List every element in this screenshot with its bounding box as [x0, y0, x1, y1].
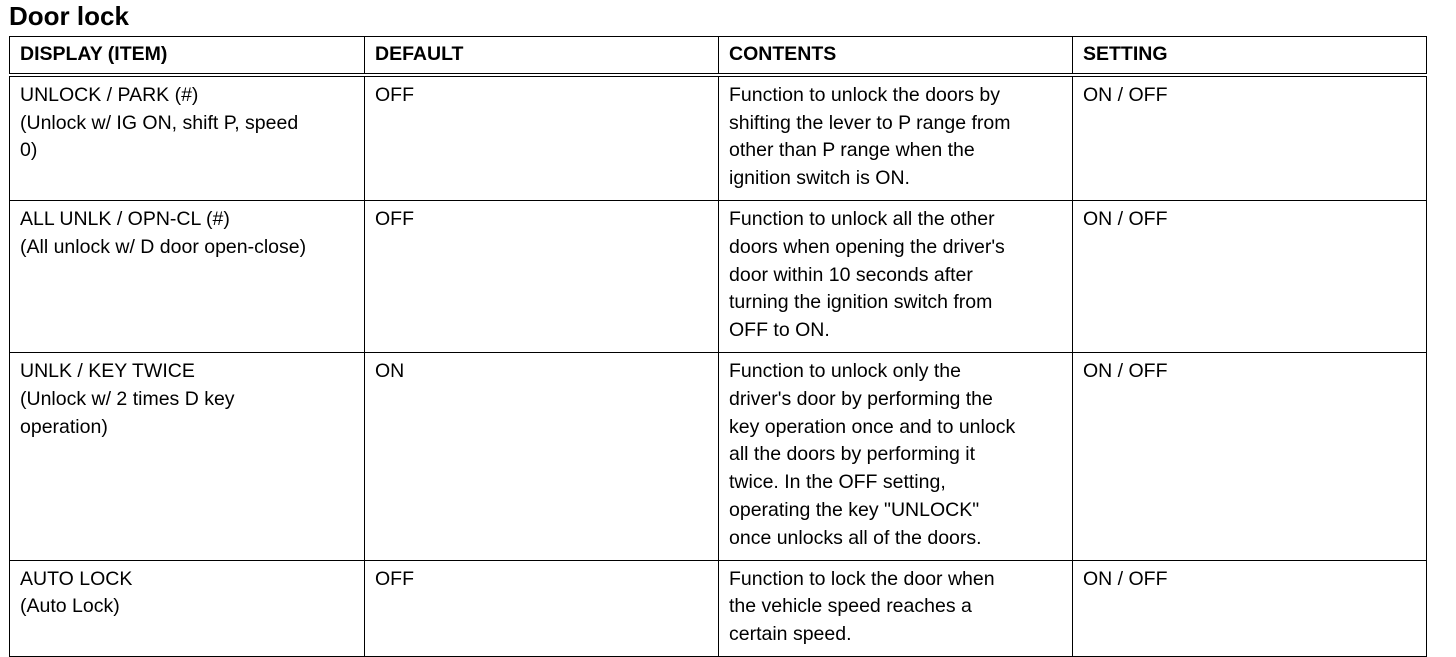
contents-cell: [719, 560, 1073, 656]
display-item-cell: [10, 200, 365, 352]
display-item-line: (All unlock w/ D door open-close): [20, 235, 307, 258]
contents-line: operating the key "UNLOCK": [729, 498, 980, 521]
display-item-line: ALL UNLK / OPN-CL (#): [20, 207, 230, 230]
contents-line: twice. In the OFF setting,: [729, 471, 946, 494]
display-item-line: 0): [20, 139, 38, 162]
contents-line: turning the ignition switch from: [729, 291, 993, 314]
display-item-cell: [10, 560, 365, 656]
column-header-display: DISPLAY (ITEM): [10, 37, 365, 75]
setting-cell: ON / OFF: [1073, 200, 1427, 352]
contents-cell: [719, 352, 1073, 560]
setting-cell: ON / OFF: [1073, 560, 1427, 656]
table-row: [10, 75, 1427, 201]
table-header-row: [10, 37, 1427, 75]
default-cell: OFF: [365, 75, 719, 201]
contents-line: Function to unlock the doors by: [729, 83, 1000, 106]
table-row: [10, 200, 1427, 352]
column-header-contents: CONTENTS: [719, 37, 1073, 75]
contents-line: door within 10 seconds after: [729, 263, 973, 286]
display-item-line: (Auto Lock): [20, 595, 120, 618]
default-cell: OFF: [365, 560, 719, 656]
table-row: [10, 352, 1427, 560]
contents-line: other than P range when the: [729, 139, 975, 162]
contents-line: the vehicle speed reaches a: [729, 595, 972, 618]
contents-line: all the doors by performing it: [729, 443, 976, 466]
contents-line: once unlocks all of the doors.: [729, 526, 982, 549]
column-header-setting: SETTING: [1073, 37, 1427, 75]
contents-line: key operation once and to unlock: [729, 415, 1016, 438]
contents-line: driver's door by performing the: [729, 387, 993, 410]
contents-line: Function to lock the door when: [729, 567, 995, 590]
display-item-cell: [10, 75, 365, 201]
display-item-line: UNLK / KEY TWICE: [20, 359, 195, 382]
column-header-default: DEFAULT: [365, 37, 719, 75]
display-item-line: operation): [20, 415, 108, 438]
contents-line: ignition switch is ON.: [729, 167, 910, 190]
default-cell: OFF: [365, 200, 719, 352]
setting-cell: ON / OFF: [1073, 352, 1427, 560]
page-title: Door lock: [9, 1, 129, 31]
contents-cell: [719, 75, 1073, 201]
setting-cell: ON / OFF: [1073, 75, 1427, 201]
display-item-line: (Unlock w/ 2 times D key: [20, 387, 235, 410]
display-item-line: UNLOCK / PARK (#): [20, 83, 199, 106]
contents-line: Function to unlock all the other: [729, 207, 995, 230]
contents-line: Function to unlock only the: [729, 359, 961, 382]
contents-line: shifting the lever to P range from: [729, 111, 1011, 134]
display-item-line: (Unlock w/ IG ON, shift P, speed: [20, 111, 299, 134]
table-row: [10, 560, 1427, 656]
door-lock-table: [9, 36, 1427, 657]
contents-line: certain speed.: [729, 623, 852, 646]
display-item-line: AUTO LOCK: [20, 567, 133, 590]
contents-line: OFF to ON.: [729, 319, 830, 342]
display-item-cell: [10, 352, 365, 560]
default-cell: ON: [365, 352, 719, 560]
contents-line: doors when opening the driver's: [729, 235, 1005, 258]
contents-cell: [719, 200, 1073, 352]
